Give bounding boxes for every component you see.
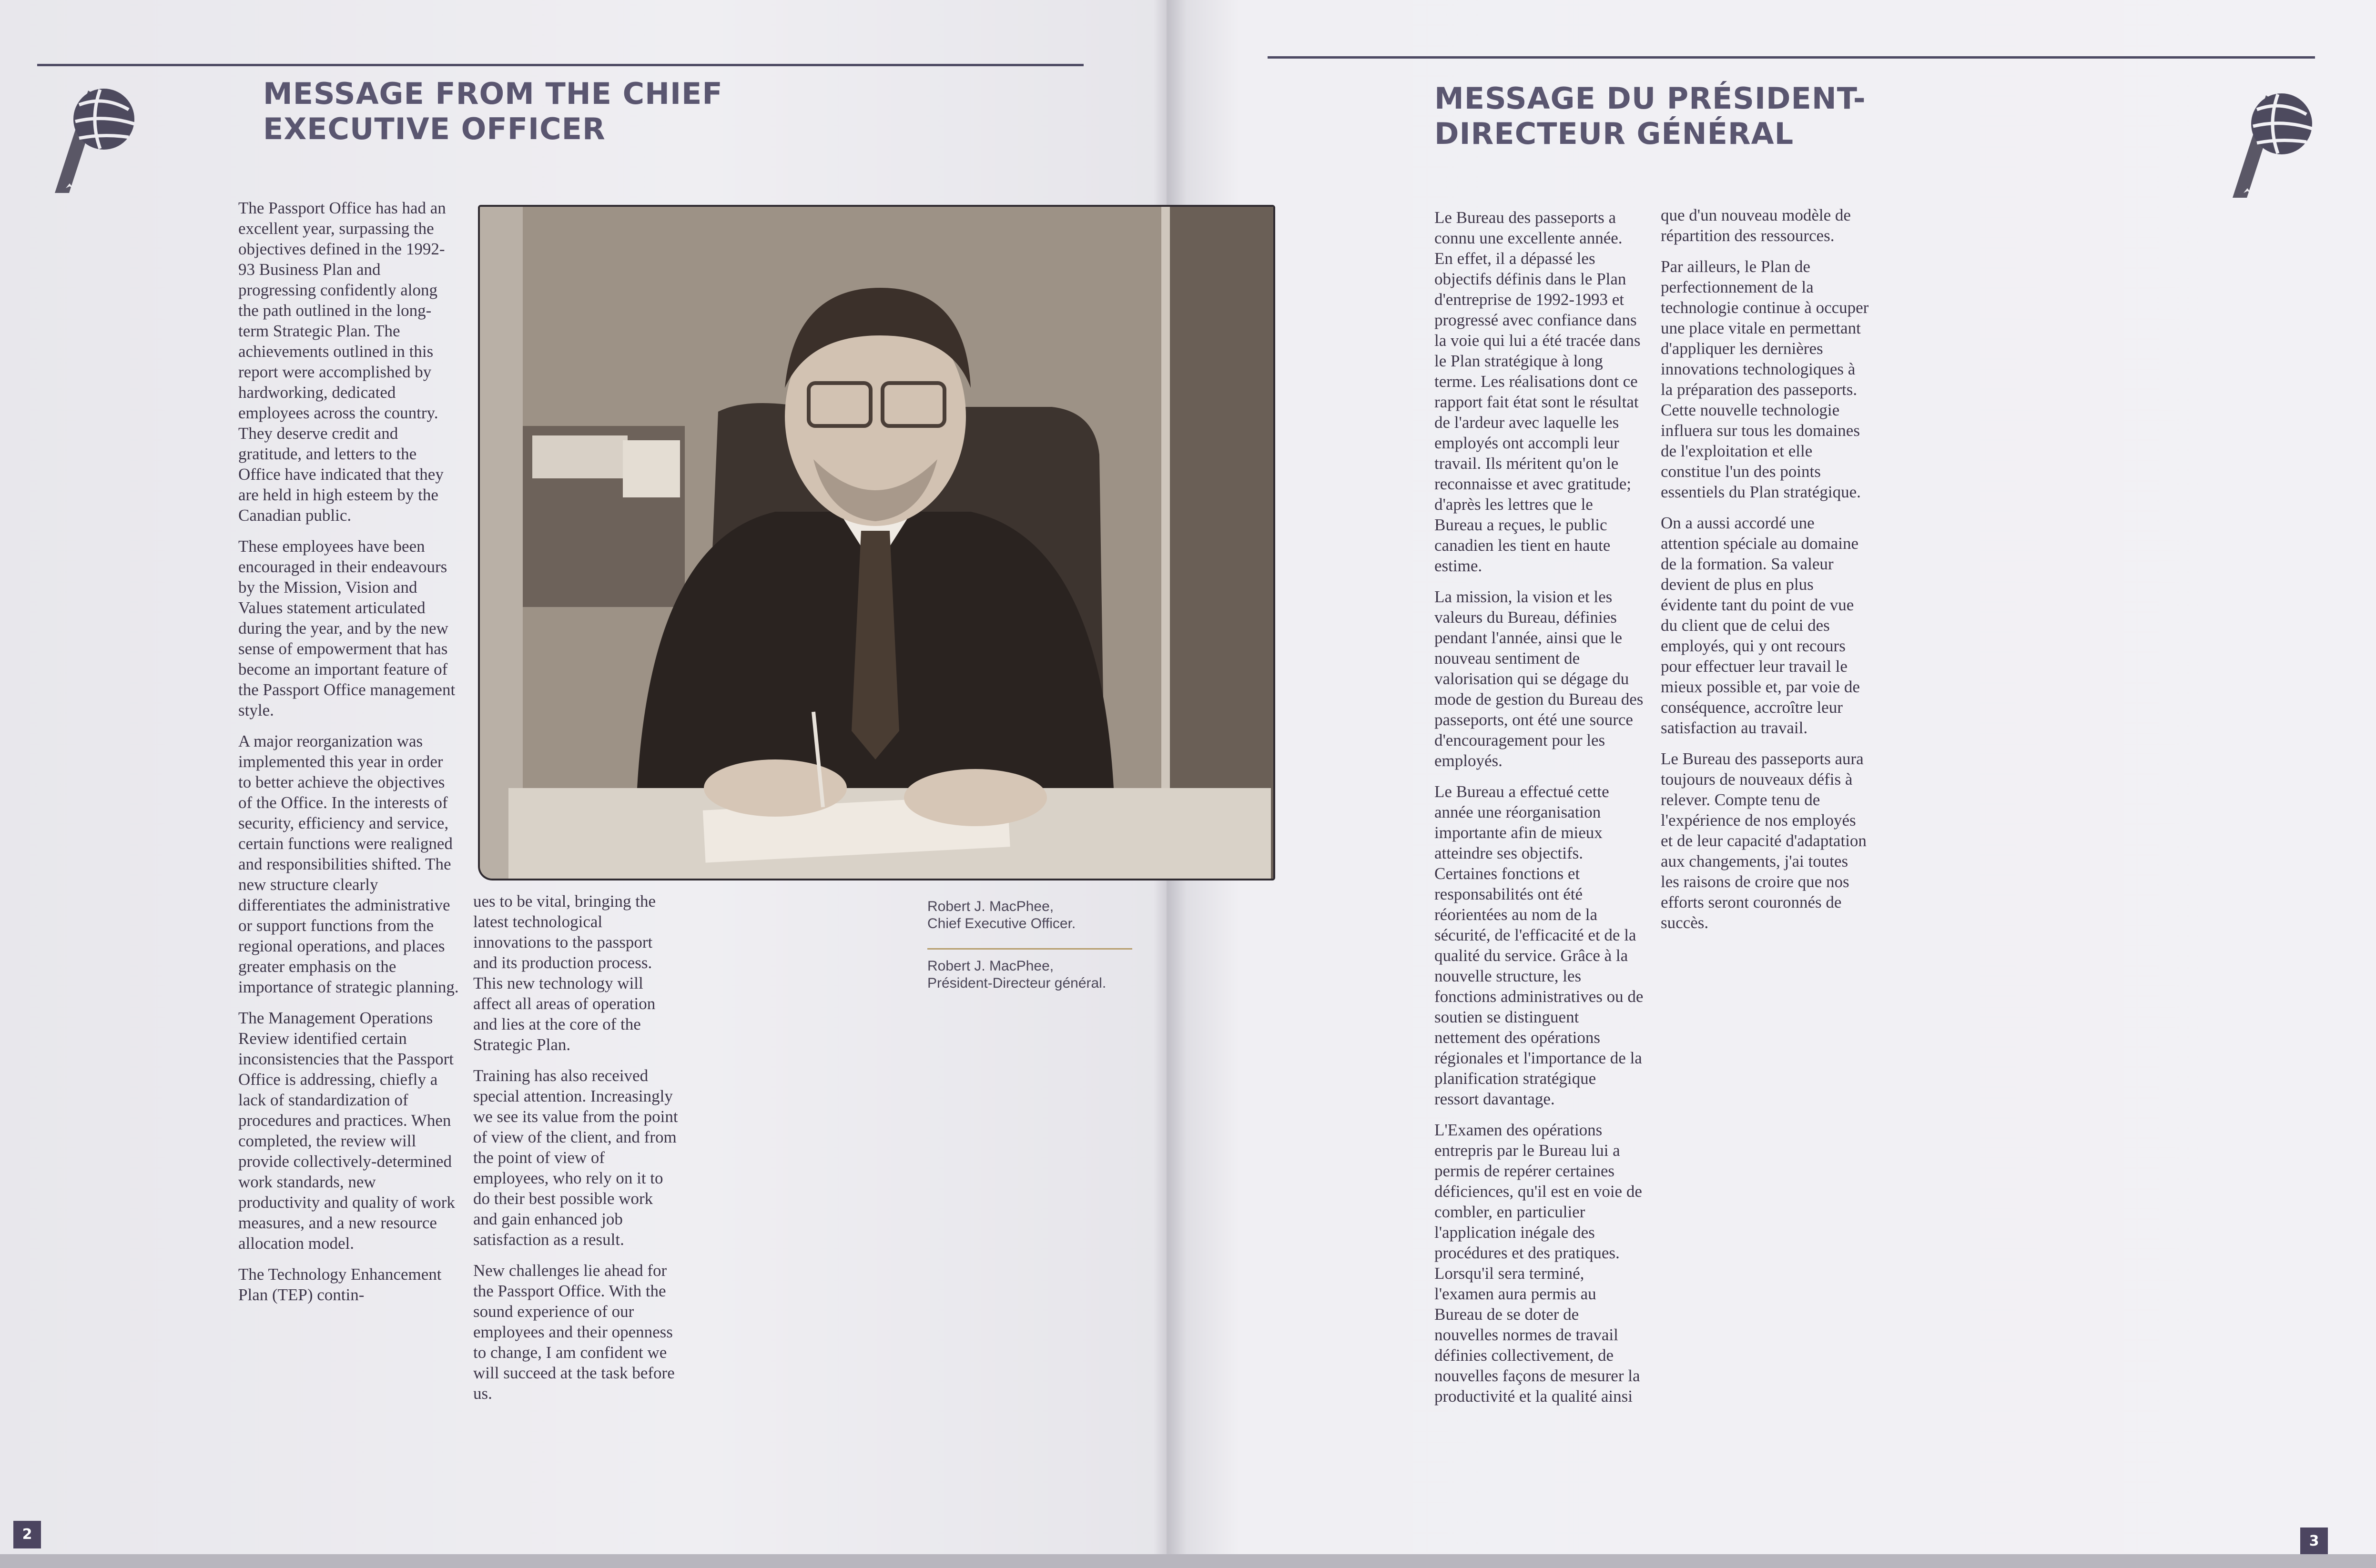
paragraph: Le Bureau a effectué cette année une réorganisation importante afin de mieux atteindre ses objectifs. Certaines fonctions et responsabilités ont été réorientées au nom de la sécurité, de l'efficacité et de la qualité du service. Grâce à la nouvelle structure, les fonctions administratives ou de soutien se distinguent nettement des opérations régionales et l'importance de la planification stratégique ressort davantage. (1434, 782, 1644, 1108)
caption-divider (927, 948, 1132, 950)
photo-caption-en (927, 898, 1076, 932)
photo-caption-fr (927, 958, 1106, 992)
title-line: EXECUTIVE OFFICER (263, 111, 606, 146)
caption-line: Chief Executive Officer. (927, 916, 1076, 931)
paragraph: Le Bureau des passeports aura toujours de nouveaux défis à relever. Compte tenu de l'expérience de nos employés et de leur capacité d'adaptation aux changements, j'ai toutes les raisons de croire que nos efforts seront couronnés de succès. (1661, 749, 1867, 932)
paragraph: L'Examen des opérations entrepris par le Bureau lui a permis de repérer certaines déficiences, qu'il est en voie de combler, en particulier l'application inégale des procédures et des pratiques. Lorsqu'il sera terminé, l'examen aura permis au Bureau de se doter de nouvelles normes de travail définies collectivement, de nouvelles façons de mesurer la productivité et la qualité ainsi (1434, 1121, 1642, 1406)
passport-office-logo-icon (2206, 81, 2321, 205)
body-column-en-1 (238, 198, 460, 1315)
top-rule-right (1268, 56, 2315, 59)
paragraph: ues to be vital, bringing the latest technological innovations to the passport and its production process. This new technology will affect all areas of operation and lies at the core of the Strategic Plan. (473, 892, 656, 1054)
title-line: DIRECTEUR GÉNÉRAL (1434, 116, 1794, 151)
body-column-fr-2 (1661, 205, 1870, 943)
page-title-fr (1434, 81, 1866, 152)
page-number-left: 2 (13, 1521, 41, 1548)
paragraph: These employees have been encouraged in their endeavours by the Mission, Vision and Values statement articulated during the year, and by the new sense of empowerment that has become an important feature of the Passport Office management style. (238, 537, 456, 719)
body-column-fr-1 (1434, 207, 1644, 1417)
title-line: MESSAGE FROM THE CHIEF (263, 76, 723, 111)
body-column-en-2 (473, 891, 678, 1414)
bottom-scan-edge (0, 1554, 2376, 1568)
paragraph: Par ailleurs, le Plan de perfectionnement de la technologie continue à occuper une place vitale en permettant d'appliquer les dernières innovations technologiques à la préparation des passeports. Cette nouvelle technologie influera sur tous les domaines de l'exploitation et elle constitue l'un des points essentiels du Plan stratégique. (1661, 257, 1869, 501)
top-rule-left (37, 64, 1084, 66)
passport-office-logo-icon (29, 76, 143, 200)
caption-line: Robert J. MacPhee, (927, 899, 1054, 914)
paragraph: The Management Operations Review identified certain inconsistencies that the Passport Office is addressing, chiefly a lack of standardization of procedures and practices. When completed, the review will provide collectively-determined work standards, new productivity and quality of work measures, and a new resource allocation model. (238, 1009, 455, 1253)
paragraph: Training has also received special attention. Increasingly we see its value from the point of view of the client, and from the point of view of employees, who rely on it to do their best possible work and gain enhanced job satisfaction as a result. (473, 1066, 678, 1249)
caption-line: Robert J. MacPhee, (927, 958, 1054, 974)
portrait-photo (478, 205, 1275, 880)
paragraph: On a aussi accordé une attention spéciale au domaine de la formation. Sa valeur devient de plus en plus évidente tant du point de vue du client que de celui des employés, qui y ont recours pour effectuer leur travail le mieux possible et, par voie de conséquence, accroître leur satisfaction au travail. (1661, 514, 1860, 737)
paragraph: The Passport Office has had an excellent year, surpassing the objectives defined in the 1992-93 Business Plan and progressing confidently along the path outlined in the long-term Strategic Plan. The achievements outlined in this report were accomplished by hardworking, dedicated employees across the country. They deserve credit and gratitude, and letters to the Office have indicated that they are held in high esteem by the Canadian public. (238, 199, 446, 525)
paragraph: A major reorganization was implemented this year in order to better achieve the objectives of the Office. In the interests of security, efficiency and service, certain functions were realigned and responsibilities shifted. The new structure clearly differentiates the administrative or support functions from the regional operations, and places greater emphasis on the importance of strategic planning. (238, 732, 459, 996)
paragraph: La mission, la vision et les valeurs du Bureau, définies pendant l'année, ainsi que le nouveau sentiment de valorisation qui se dégage du mode de gestion du Bureau des passeports, ont été une source d'encouragement pour les employés. (1434, 587, 1644, 770)
paragraph: que d'un nouveau modèle de répartition des ressources. (1661, 206, 1851, 245)
title-line: MESSAGE DU PRÉSIDENT- (1434, 81, 1866, 116)
paragraph: Le Bureau des passeports a connu une excellente année. En effet, il a dépassé les objectifs définis dans le Plan d'entreprise de 1992-1993 et progressé avec confiance dans la voie qui lui a été tracée dans le Plan stratégique à long terme. Les réalisations dont ce rapport fait état sont le résultat de l'ardeur avec laquelle les employés ont accompli leur travail. Ils méritent qu'on le reconnaisse et avec gratitude; d'après les lettres que le Bureau a reçues, le public canadien les tient en haute estime. (1434, 208, 1641, 575)
portrait-photo-icon (480, 207, 1273, 879)
caption-line: Président-Directeur général. (927, 975, 1107, 991)
paragraph: New challenges lie ahead for the Passport Office. With the sound experience of our employees and their openness to change, I am confident we will succeed at the task before us. (473, 1261, 675, 1403)
paragraph: The Technology Enhancement Plan (TEP) contin- (238, 1265, 442, 1304)
page-number-right: 3 (2300, 1528, 2328, 1555)
page-title-en (263, 76, 723, 147)
